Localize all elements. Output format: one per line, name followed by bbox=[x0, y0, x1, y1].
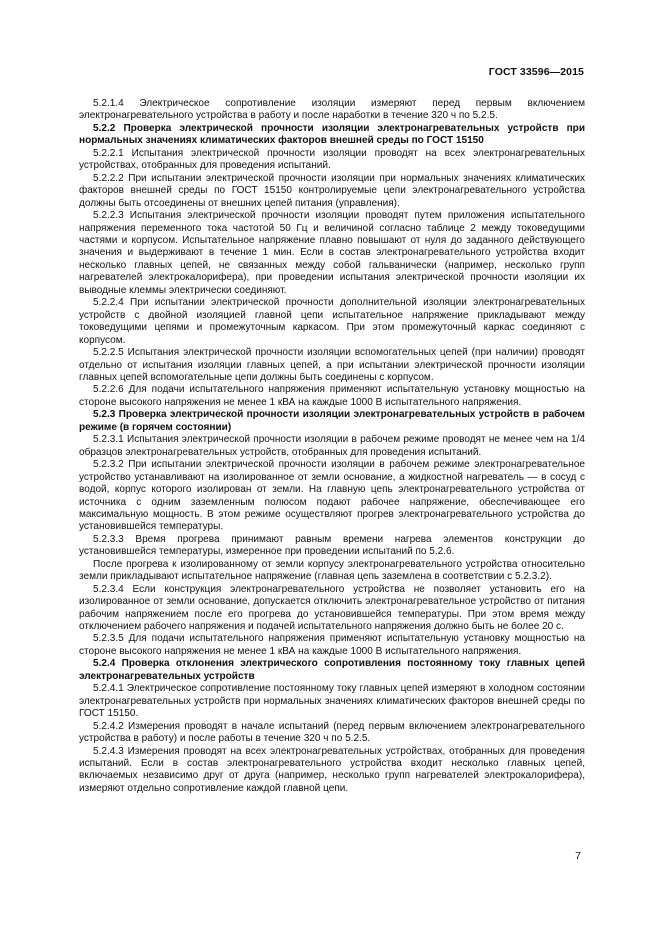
section-heading: 5.2.3 Проверка электрической прочности изоляции электронагревательных устройств в рабочем режиме (в горячем состоянии) bbox=[79, 409, 585, 433]
paragraph: 5.2.3.2 При испытании электрической прочности изоляции в рабочем режиме электронагревательное устройство устанавливают на изолированное от земли основание, а жидкостной нагреватель — в сосуд с водой, корпус которого изолирован от земли. На главную цепь электронагревательного устройства от источника с одним заземленным полюсом подают рабочее напряжение, обеспечивающее его максимальную мощность. В этом режиме осуществляют прогрев электронагревательного устройства до установившейся температуры. bbox=[79, 459, 585, 533]
paragraph: 5.2.2.2 При испытании электрической прочности изоляции при нормальных значениях климатических факторов внешней среды по ГОСТ 15150 контролируемые цепи электронагревательного устройства должны быть отсоединены от внешних цепей питания (управления). bbox=[79, 172, 585, 209]
paragraph: 5.2.2.1 Испытания электрической прочности изоляции проводят на всех электронагревательных устройствах, отобранных для проведения испытаний. bbox=[79, 147, 585, 172]
document-body bbox=[79, 98, 585, 795]
paragraph: 5.2.2.3 Испытания электрической прочности изоляции проводят путем приложения испытательного напряжения переменного тока частотой 50 Гц и величиной согласно таблице 2 между токоведущими частями и корпусом. Испытательное напряжение плавно повышают от нуля до заданного действующего значения и выдерживают в течение 1 мин. Если в состав электронагревательного устройства входит несколько главных цепей, не связанных между собой гальванически (например, несколько групп нагревателей электрокалорифера), при проведении испытания электрической прочности изоляции их выводные клеммы электрически соединяют. bbox=[79, 210, 585, 296]
section-heading: 5.2.2 Проверка электрической прочности изоляции электронагревательных устройств при нормальных значениях климатических факторов внешней среды по ГОСТ 15150 bbox=[79, 122, 585, 147]
paragraph: 5.2.4.3 Измерения проводят на всех электронагревательных устройствах, отобранных для проведения испытаний. Если в состав электронагревательного устройства входит несколько главных цепей, включаемых независимо друг от друга (например, несколько групп нагревателей электрокалорифера), измеряют отдельно сопротивление каждой главной цепи. bbox=[79, 745, 585, 794]
paragraph: 5.2.4.2 Измерения проводят в начале испытаний (перед первым включением электронагревательного устройства в работу) и после работы в течение 320 ч по 5.2.5. bbox=[79, 720, 585, 745]
paragraph: 5.2.3.1 Испытания электрической прочности изоляции в рабочем режиме проводят не менее чем на 1/4 образцов электронагревательных устройств, отобранных для проведения испытаний. bbox=[79, 434, 585, 458]
paragraph: 5.2.2.6 Для подачи испытательного напряжения применяют испытательную установку мощностью на стороне высокого напряжения не менее 1 кВА на каждые 1000 В испытательного напряжения. bbox=[79, 384, 585, 408]
paragraph: 5.2.3.3 Время прогрева принимают равным времени нагрева элементов конструкции до установившейся температуры, измеренное при проведении испытаний по 5.2.6. bbox=[79, 533, 585, 558]
section-heading: 5.2.4 Проверка отклонения электрического сопротивления постоянному току главных цепей электронагревательных устройств bbox=[79, 658, 585, 682]
paragraph: 5.2.4.1 Электрическое сопротивление постоянному току главных цепей измеряют в холодном состоянии электронагревательных устройств при нормальных значениях климатических факторов внешней среды по ГОСТ 15150. bbox=[79, 683, 585, 720]
paragraph: 5.2.3.5 Для подачи испытательного напряжения применяют испытательную установку мощностью на стороне высокого напряжения не менее 1 кВА на каждые 1000 В испытательного напряжения. bbox=[79, 633, 585, 657]
page-number: 7 bbox=[575, 850, 581, 862]
document-header: ГОСТ 33596—2015 bbox=[488, 66, 584, 78]
paragraph: 5.2.2.4 При испытании электрической прочности дополнительной изоляции электронагревательных устройств с двойной изоляцией главной цепи испытательное напряжение прикладывают между токоведущими цепями и промежуточным каркасом. При этом промежуточный каркас соединяют с корпусом. bbox=[79, 297, 585, 346]
paragraph: После прогрева к изолированному от земли корпусу электронагревательного устройства относительно земли прикладывают испытательное напряжение (главная цепь заземлена в соответствии с 5.2.3.2). bbox=[79, 558, 585, 583]
paragraph: 5.2.3.4 Если конструкция электронагревательного устройства не позволяет установить его на изолированное от земли основание, допускается отключить электронагревательное устройство от питания рабочим напряжением после его прогрева до установившейся температуры. При этом время между отключением рабочего напряжения и подачей испытательного напряжения должно быть не более 20 с. bbox=[79, 583, 585, 633]
paragraph: 5.2.1.4 Электрическое сопротивление изоляции измеряют перед первым включением электронагревательного устройства в работу и после наработки в течение 320 ч по 5.2.5. bbox=[79, 98, 585, 122]
paragraph: 5.2.2.5 Испытания электрической прочности изоляции вспомогательных цепей (при наличии) проводят отдельно от испытания изоляции главных цепей, а при испытании электрической прочности изоляции главных цепей вспомогательные цепи должны быть соединены с корпусом. bbox=[79, 347, 585, 383]
